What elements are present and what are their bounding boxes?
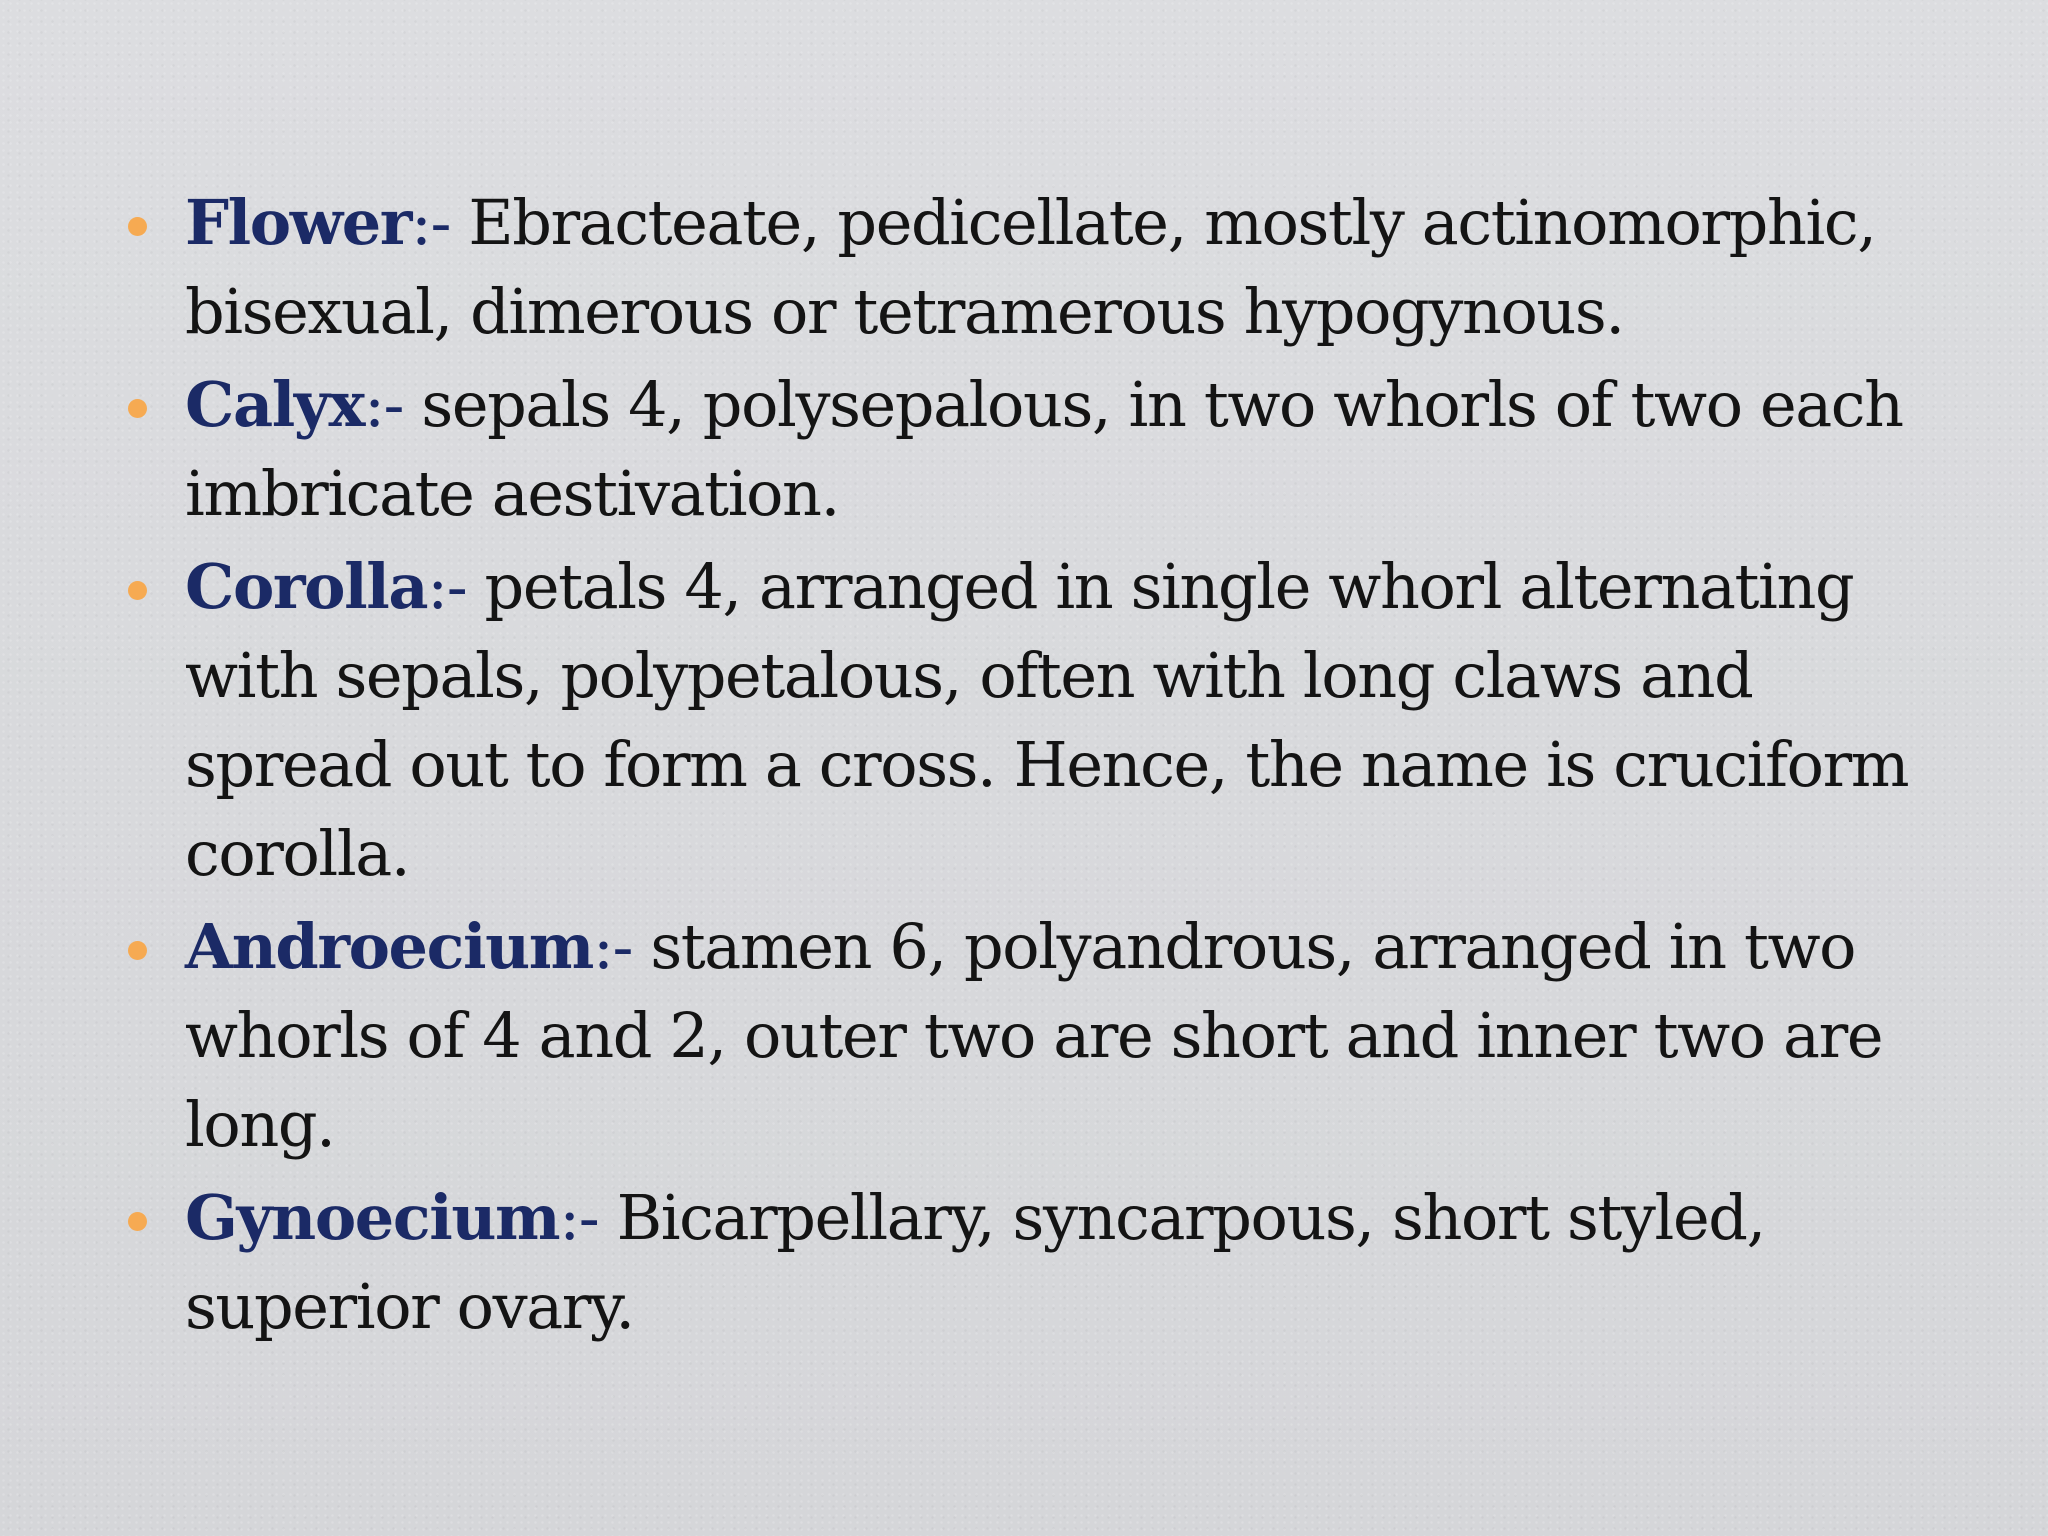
bullet-gynoecium bbox=[126, 1173, 1956, 1351]
bullet-androecium bbox=[126, 902, 1956, 1169]
bullet-corolla bbox=[126, 542, 1956, 898]
bullet-list bbox=[126, 178, 1956, 1355]
bullet-text: stamen 6, polyandrous, arranged in two whorls of 4 and 2, outer two are short and inner two are long. bbox=[185, 910, 1883, 1161]
bullet-dot-icon bbox=[128, 1212, 147, 1231]
term-label: Flower bbox=[185, 186, 412, 259]
bullet-dot-icon bbox=[128, 399, 147, 418]
term-label: Corolla bbox=[185, 550, 428, 623]
term-separator: :- bbox=[592, 910, 633, 983]
term-label: Gynoecium bbox=[185, 1181, 560, 1254]
bullet-dot-icon bbox=[128, 941, 147, 960]
term-label: Calyx bbox=[185, 368, 365, 441]
bullet-text: Bicarpellary, syncarpous, short styled, superior ovary. bbox=[185, 1181, 1765, 1343]
term-separator: :- bbox=[364, 368, 404, 441]
bullet-flower bbox=[126, 178, 1956, 356]
bullet-dot-icon bbox=[128, 217, 147, 236]
term-separator: :- bbox=[559, 1181, 599, 1254]
term-separator: :- bbox=[427, 550, 467, 623]
bullet-dot-icon bbox=[128, 581, 147, 600]
bullet-calyx bbox=[126, 360, 1956, 538]
bullet-text: Ebracteate, pedicellate, mostly actinomorphic, bisexual, dimerous or tetramerous hypogynous. bbox=[185, 186, 1876, 348]
term-separator: :- bbox=[411, 186, 451, 259]
bullet-text: petals 4, arranged in single whorl alternating with sepals, polypetalous, often with long claws and spread out to form a cross. Hence, the name is cruciform corolla. bbox=[185, 550, 1909, 890]
bullet-text: sepals 4, polysepalous, in two whorls of two each imbricate aestivation. bbox=[185, 368, 1903, 530]
term-label: Androecium bbox=[185, 910, 593, 983]
